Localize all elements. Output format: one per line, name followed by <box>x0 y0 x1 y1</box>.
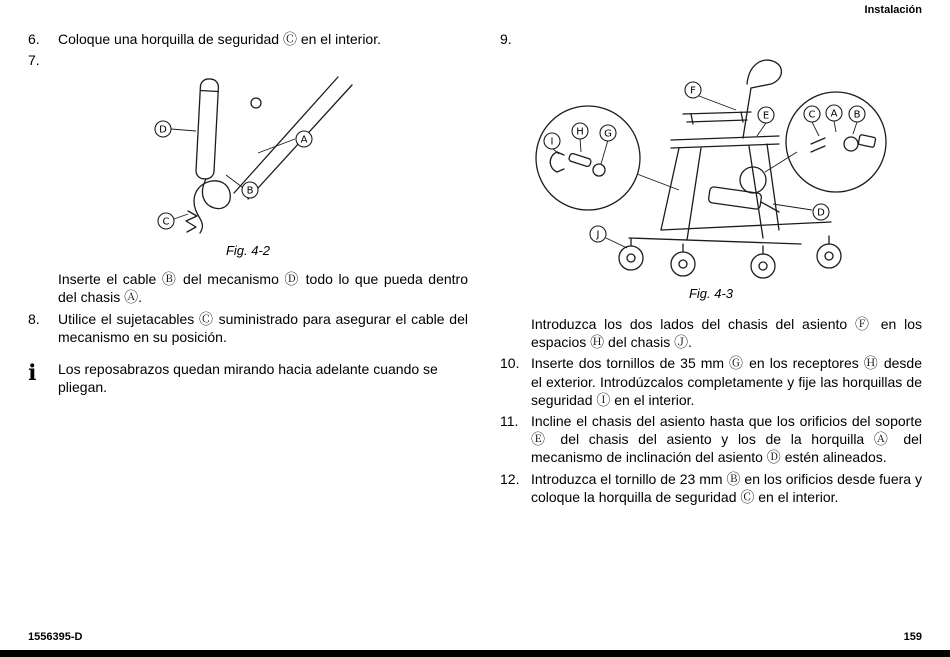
section-title: Instalación <box>864 4 922 16</box>
svg-text:A: A <box>300 134 308 146</box>
step-text: Utilice el sujetacables Ⓒ suministrado para asegurar el cable del mecanismo en su posición. <box>58 310 468 345</box>
bottom-edge-bar <box>0 650 950 657</box>
fig42-callout-D <box>155 121 171 137</box>
svg-text:B: B <box>246 185 254 197</box>
fig42-callout-B <box>242 182 258 198</box>
page-footer <box>28 630 922 644</box>
page-number: 159 <box>903 630 922 643</box>
fig43-callout-F <box>685 82 701 98</box>
svg-text:H: H <box>576 126 584 138</box>
step-text: Introduzca el tornillo de 23 mm Ⓑ en los orificios desde fuera y coloque la horquilla de seguridad Ⓒ en el interior. <box>531 470 922 505</box>
note-text: Los reposabrazos quedan mirando hacia adelante cuando se pliegan. <box>58 361 438 396</box>
figure-4-3-drawing <box>511 52 911 284</box>
fig43-callout-D <box>813 204 829 220</box>
svg-text:F: F <box>690 85 696 97</box>
step-text: Incline el chasis del asiento hasta que los orificios del soporte Ⓔ del chasis del asiento y los de la horquilla Ⓐ del mecanismo de inclinación del asiento Ⓓ estén alineados. <box>531 413 922 466</box>
step-number: 11. <box>500 413 519 430</box>
step-number: 9. <box>500 31 512 47</box>
fig42-callout-C <box>158 213 174 229</box>
document-id: 1556395-D <box>28 630 83 643</box>
step-text: Coloque una horquilla de seguridad Ⓒ en el interior. <box>58 31 381 47</box>
info-icon: ℹ <box>28 360 37 386</box>
step-number: 10. <box>500 355 520 372</box>
fig43-callout-H <box>572 123 588 139</box>
step9-continuation-text: Introduzca los dos lados del chasis del asiento Ⓕ en los espacios Ⓗ del chasis Ⓙ. <box>531 316 922 351</box>
step-text: Inserte dos tornillos de 35 mm Ⓖ en los receptores Ⓗ desde el exterior. Introdúzcalos completamente y fije las horquillas de seguridad Ⓘ en el interior. <box>531 355 922 408</box>
step-number: 7. <box>28 52 40 69</box>
step-row-7 <box>28 51 468 69</box>
step-number: 12. <box>500 470 520 487</box>
page-header <box>865 3 922 17</box>
svg-text:J: J <box>596 229 600 241</box>
left-column <box>28 30 468 509</box>
figure-4-3 <box>500 52 922 303</box>
figure-4-2 <box>28 73 468 260</box>
svg-text:B: B <box>853 109 861 121</box>
figure-4-2-drawing <box>138 73 358 241</box>
svg-text:D: D <box>159 124 167 136</box>
fig43-callout-C <box>804 106 820 122</box>
svg-text:A: A <box>830 108 838 120</box>
two-column-layout <box>28 30 922 509</box>
fig43-callout-I <box>544 133 560 149</box>
fig43-callout-B <box>849 106 865 122</box>
figure-caption: Fig. 4-2 <box>225 243 271 259</box>
fig43-callout-J <box>590 226 606 242</box>
figure-caption: Fig. 4-3 <box>688 286 734 302</box>
fig43-callout-A <box>826 105 842 121</box>
step-number: 6. <box>28 31 40 47</box>
step7-continuation-text: Inserte el cable Ⓑ del mecanismo Ⓓ todo lo que pueda dentro del chasis Ⓐ. <box>58 271 468 306</box>
right-column <box>500 30 922 509</box>
fig43-callout-G <box>600 125 616 141</box>
step-row-11 <box>500 412 922 467</box>
step-text <box>531 30 922 48</box>
svg-text:G: G <box>604 128 612 140</box>
fig42-callout-A <box>296 131 312 147</box>
step-row-8 <box>28 310 468 346</box>
svg-text:C: C <box>162 216 170 228</box>
svg-text:D: D <box>817 207 825 219</box>
svg-text:I: I <box>550 136 554 148</box>
step-number: 8. <box>28 310 40 327</box>
step-row-10 <box>500 354 922 409</box>
step-row-9 <box>500 30 922 48</box>
info-note <box>28 360 468 396</box>
fig43-callout-E <box>758 107 774 123</box>
step-row-6 <box>28 30 468 48</box>
svg-text:E: E <box>762 110 770 122</box>
step-row-12 <box>500 470 922 506</box>
svg-text:C: C <box>808 109 816 121</box>
step-text <box>58 51 468 69</box>
